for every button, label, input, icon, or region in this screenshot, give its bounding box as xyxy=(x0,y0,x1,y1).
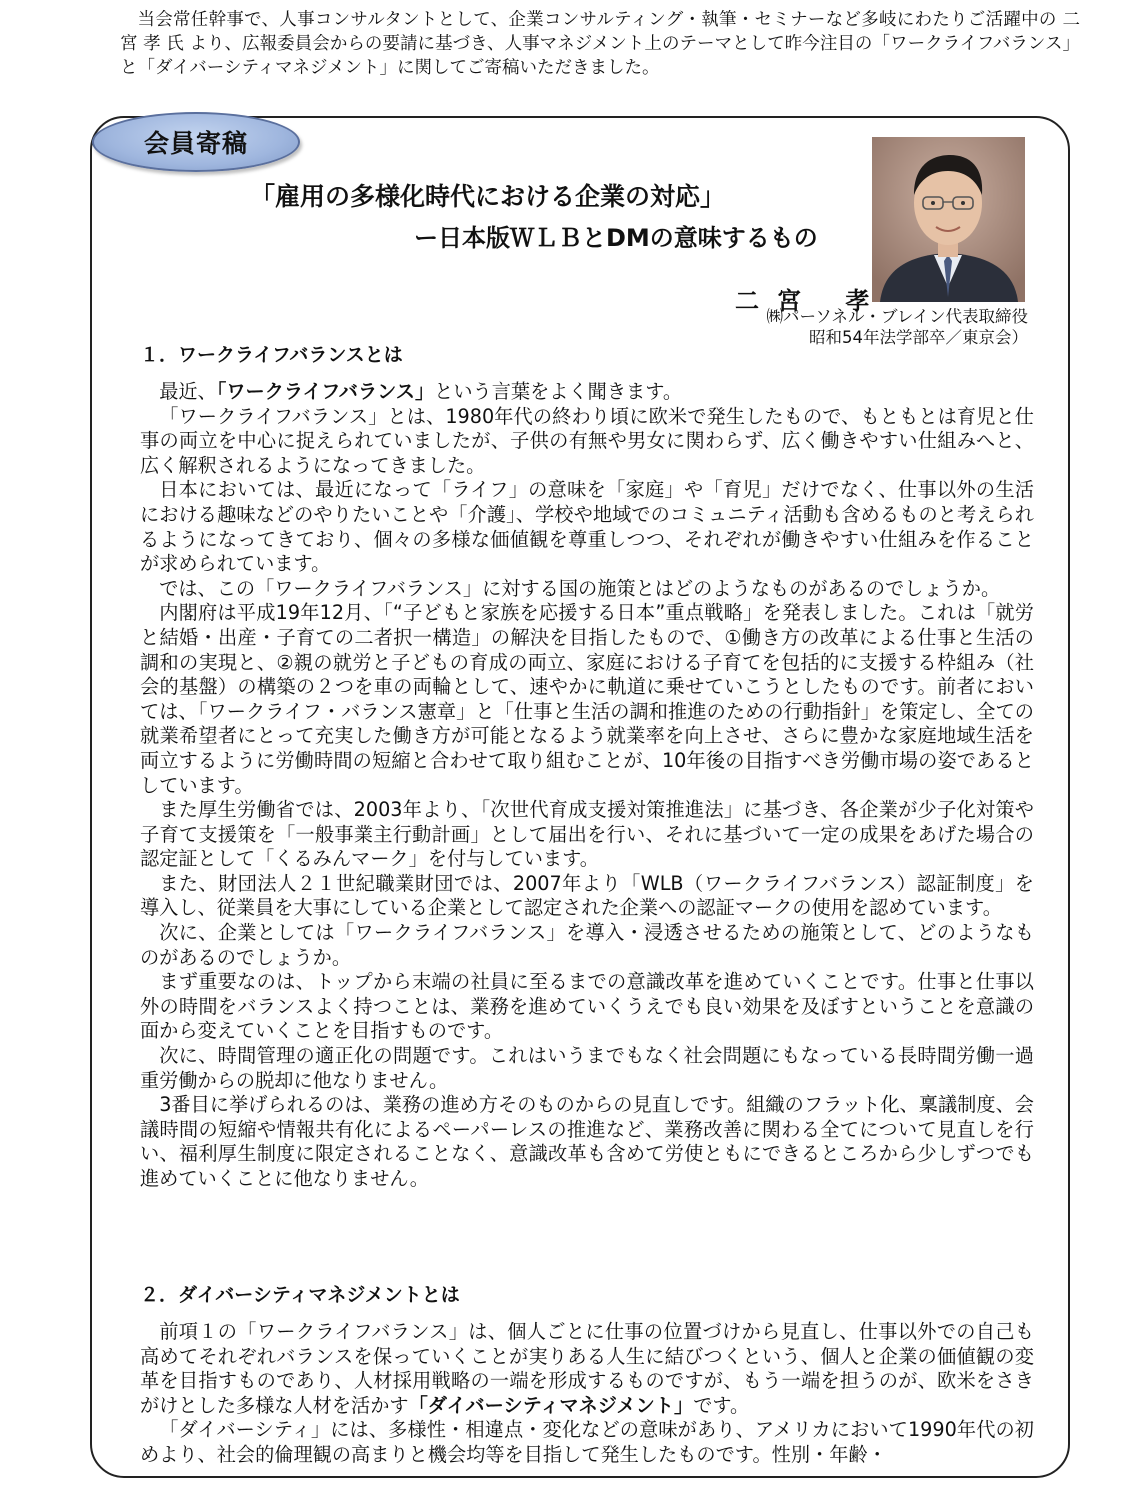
author-photo xyxy=(872,137,1025,302)
section-2-paragraph xyxy=(140,1320,1034,1418)
section-1-paragraph: 内閣府は平成19年12月、「“子どもと家族を応援する日本”重点戦略」を発表しました。これは「就労と結婚・出産・子育ての二者択一構造」の解決を目指したもので、①働き方の改革による仕事と生活の調和の実現と、②親の就労と子どもの育成の両立、家庭における子育てを包括的に支援する枠組み（社会的基盤）の構築の２つを車の両輪として、速やかに軌道に乗せていこうとしたものです。前者においては、「ワークライフ・バランス憲章」と「仕事と生活の調和推進のための行動指針」を策定し、全ての就業希望者にとって充実した働き方が可能となるよう就業率を向上させ、さらに豊かな家庭地域生活を両立するように労働時間の短縮と合わせて取り組むことが、10年後の目指すべき労働市場の姿であるとしています。 xyxy=(140,601,1034,797)
section-1-paragraph: 次に、時間管理の適正化の問題です。これはいうまでもなく社会問題にもなっている長時間労働一過重労働からの脱却に他なりません。 xyxy=(140,1044,1034,1092)
author-company: ㈱パーソネル・ブレイン代表取締役 xyxy=(766,307,1028,326)
section-1-paragraph: また、財団法人２１世紀職業財団では、2007年より「WLB（ワークライフバランス）認証制度」を導入し、従業員を大事にしている企業として認定された企業への認証マークの使用を認めています。 xyxy=(140,871,1034,920)
section-1-paragraph: 日本においては、最近になって「ライフ」の意味を「家庭」や「育児」だけでなく、仕事以外の生活における趣味などのやりたいことや「介護」、学校や地域でのコミュニティ活動も含めるものと考えられるようになってきており、個々の多様な価値観を尊重しつつ、それぞれが働きやすい仕組みを作ることが求められています。 xyxy=(140,478,1034,576)
section-1-paragraph: また厚生労働省では、2003年より、「次世代育成支援対策推進法」に基づき、各企業が少子化対策や子育て支援策を「一般事業主行動計画」として届出を行い、それに基づいて一定の成果をあげた場合の認定証として「くるみんマーク」を付与しています。 xyxy=(140,798,1034,871)
section-1-heading: １．ワークライフバランスとは xyxy=(140,344,403,366)
bold-term: 「ワークライフバランス」 xyxy=(216,380,435,403)
intro-text xyxy=(120,8,1080,80)
section-1-paragraph: まず重要なのは、トップから末端の社員に至るまでの意識改革を進めていくことです。仕事と仕事以外の時間をバランスよく持つことは、業務を進めていくうえでも良い効果を及ぼすということを意識の面から変えていくことを目指すものです。 xyxy=(140,970,1034,1043)
author-portrait-image xyxy=(872,137,1025,302)
section-2-heading: ２．ダイバーシティマネジメントとは xyxy=(140,1284,460,1306)
paragraph-text: 前項１の「ワークライフバランス」は、個人ごとに仕事の位置づけから見直し、仕事以外での自己も高めてそれぞれバランスを保っていくことが実りある人生に結びつくという、個人と企業の価値観の変革を目指すものであり、人材採用戦略の一端を形成するものですが、もう一端を担うのが、欧米をさきがけとした多様な人材を活かす xyxy=(140,1320,1034,1417)
section-2-paragraph: 「ダイバーシティ」には、多様性・相違点・変化などの意味があり、アメリカにおいて1990年代の初めより、社会的倫理観の高まりと機会均等を目指して発生したものです。性別・年齢・ xyxy=(140,1418,1034,1466)
intro-paragraph: 当会常任幹事で、人事コンサルタントとして、企業コンサルティング・執筆・セミナーなど多岐にわたりご活躍中の 二宮 孝 氏 より、広報委員会からの要請に基づき、人事マネジメント上のテーマとして昨今注目の「ワークライフバランス」と「ダイバーシティマネジメント」に関してご寄稿いただきました。 xyxy=(120,10,1080,78)
article-title: 「雇用の多様化時代における企業の対応」 xyxy=(250,182,726,211)
section-1-paragraph: では、この「ワークライフバランス」に対する国の施策とはどのようなものがあるのでしょうか。 xyxy=(159,576,1001,600)
section-1-paragraph xyxy=(140,380,1034,405)
article-subtitle: ー日本版ＷＬＢとDMの意味するもの xyxy=(414,224,818,252)
section-1-paragraph: 次に、企業としては「ワークライフバランス」を導入・浸透させるための施策として、どのようなものがあるのでしょうか。 xyxy=(140,921,1034,969)
paragraph-text: という言葉をよく聞きます。 xyxy=(434,380,683,403)
section-1-paragraph: 「ワークライフバランス」とは、1980年代の終わり頃に欧米で発生したもので、もともとは育児と仕事の両立を中心に捉えられていましたが、子供の有無や男女に関わらず、広く働きやすい仕組みへと、広く解釈されるようになってきました。 xyxy=(140,404,1034,477)
author-graduation: 昭和54年法学部卒／東京会） xyxy=(809,328,1028,347)
member-contribution-badge: 会員寄稿 xyxy=(92,112,300,172)
section-2-body xyxy=(140,1320,1034,1468)
author-name: 二宮 孝 xyxy=(735,287,888,315)
bold-term: 「ダイバーシティマネジメント」 xyxy=(408,1393,694,1417)
paragraph-text: 最近、 xyxy=(159,380,217,403)
section-1-body xyxy=(140,380,1034,1192)
author-affiliation xyxy=(766,306,1028,348)
paragraph-text: です。 xyxy=(693,1393,750,1417)
section-1-paragraph: 3番目に挙げられるのは、業務の進め方そのものからの見直しです。組織のフラット化、稟議制度、会議時間の短縮や情報共有化によるペーパーレスの推進など、業務改善に関わる全てについて見直しを行い、福利厚生制度に限定されることなく、意識改革も含めて労使ともにできるところから少しずつでも進めていくことに他なりません。 xyxy=(140,1093,1034,1190)
